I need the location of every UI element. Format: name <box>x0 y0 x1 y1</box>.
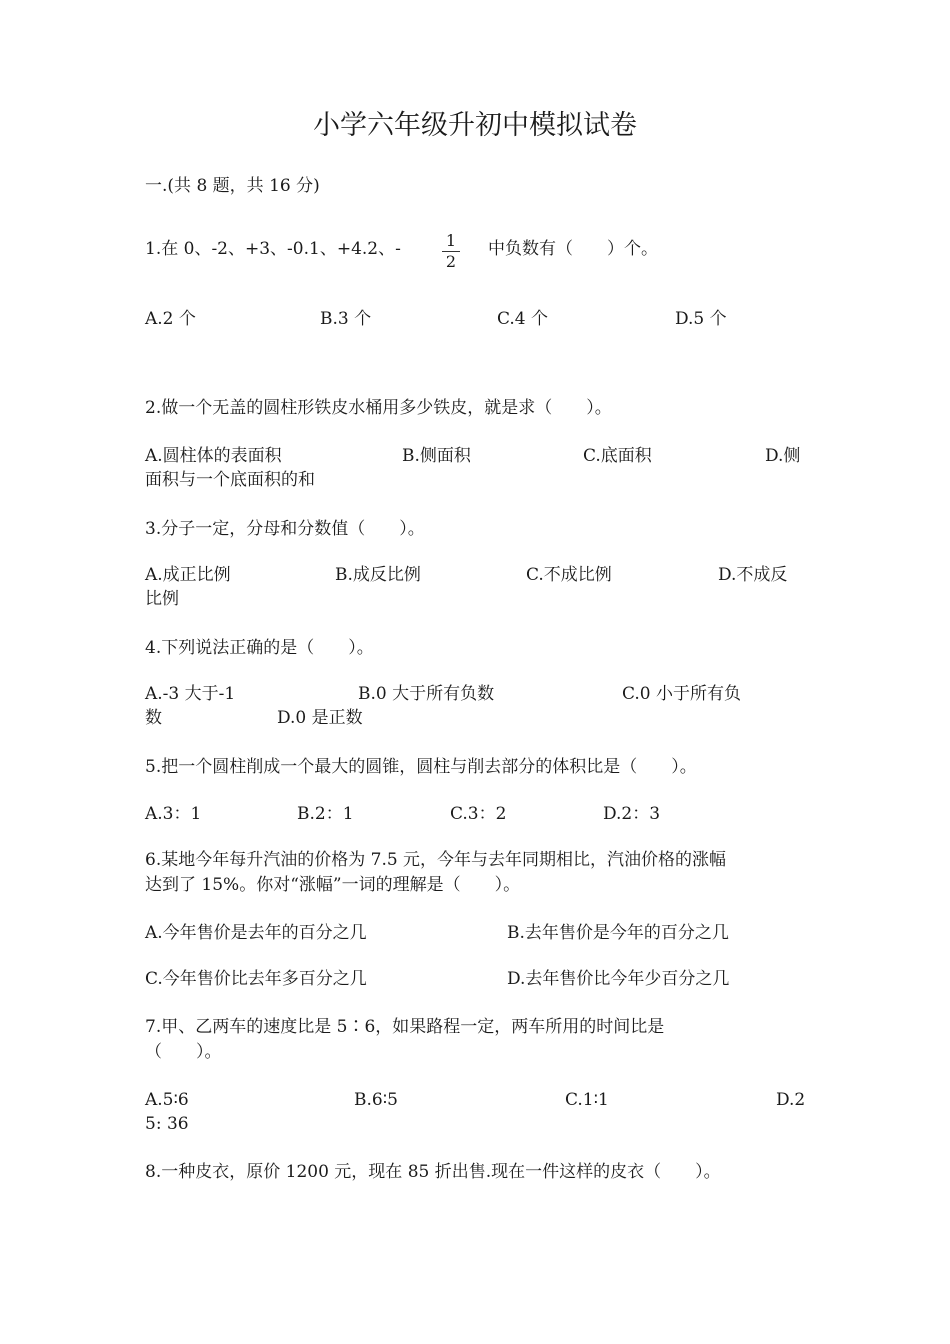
question-2-stem: 2.做一个无盖的圆柱形铁皮水桶用多少铁皮，就是求（ ）。 <box>145 398 612 418</box>
q5-option-c[interactable]: C.3：2 <box>450 804 507 824</box>
q5-option-b[interactable]: B.2：1 <box>297 804 354 824</box>
fraction-one-half <box>440 232 462 271</box>
question-4-stem: 4.下列说法正确的是（ ）。 <box>145 638 374 658</box>
question-1-stem-end: 中负数有（ ）个。 <box>488 239 658 259</box>
q3-option-b[interactable]: B.成反比例 <box>335 565 421 585</box>
q7-option-c[interactable]: C.1∶1 <box>565 1090 609 1110</box>
q4-option-d[interactable]: D.0 是正数 <box>277 708 363 728</box>
q6-option-b[interactable]: B.去年售价是今年的百分之几 <box>507 923 729 943</box>
q2-option-a[interactable]: A.圆柱体的表面积 <box>145 446 282 466</box>
fraction-denominator: 2 <box>445 252 457 271</box>
question-5-stem: 5.把一个圆柱削成一个最大的圆锥，圆柱与削去部分的体积比是（ ）。 <box>145 757 697 777</box>
q3-option-c[interactable]: C.不成比例 <box>526 565 612 585</box>
q3-option-d[interactable]: D.不成反 <box>718 565 788 585</box>
q4-option-c[interactable]: C.0 小于所有负 <box>622 684 742 704</box>
fraction-numerator: 1 <box>445 231 457 250</box>
q4-option-b[interactable]: B.0 大于所有负数 <box>358 684 495 704</box>
q1-option-a[interactable]: A.2 个 <box>145 309 196 329</box>
question-6-stem-line1: 6.某地今年每升汽油的价格为 7.5 元，今年与去年同期相比，汽油价格的涨幅 <box>145 850 727 870</box>
question-7-stem-line2: （ ）。 <box>145 1042 222 1062</box>
q4-option-c-continued: 数 <box>145 708 162 728</box>
q3-option-a[interactable]: A.成正比例 <box>145 565 231 585</box>
q2-option-c[interactable]: C.底面积 <box>583 446 652 466</box>
question-6-stem-line2: 达到了 15%。你对“涨幅”一词的理解是（ ）。 <box>145 875 521 895</box>
question-7-stem-line1: 7.甲、乙两车的速度比是 5∶6，如果路程一定，两车所用的时间比是 <box>145 1017 665 1037</box>
q7-option-d[interactable]: D.2 <box>776 1090 806 1110</box>
q6-option-c[interactable]: C.今年售价比去年多百分之几 <box>145 969 367 989</box>
q7-option-d-continued: 5: 36 <box>145 1114 189 1134</box>
q1-option-b[interactable]: B.3 个 <box>320 309 372 329</box>
q1-option-c[interactable]: C.4 个 <box>497 309 549 329</box>
q6-option-d[interactable]: D.去年售价比今年少百分之几 <box>507 969 730 989</box>
question-1-stem: 1.在 0、-2、+3、-0.1、+4.2、- <box>145 239 401 259</box>
q5-option-d[interactable]: D.2：3 <box>603 804 661 824</box>
q2-option-b[interactable]: B.侧面积 <box>402 446 471 466</box>
question-8-stem: 8.一种皮衣，原价 1200 元，现在 85 折出售.现在一件这样的皮衣（ ）。 <box>145 1162 721 1182</box>
q4-option-a[interactable]: A.-3 大于-1 <box>145 684 236 704</box>
question-3-stem: 3.分子一定，分母和分数值（ ）。 <box>145 519 425 539</box>
q2-option-d[interactable]: D.侧 <box>765 446 801 466</box>
q7-option-a[interactable]: A.5∶6 <box>145 1090 189 1110</box>
page-title: 小学六年级升初中模拟试卷 <box>313 110 637 141</box>
q7-option-b[interactable]: B.6∶5 <box>354 1090 398 1110</box>
section-header: 一.(共 8 题，共 16 分) <box>145 176 320 196</box>
q3-option-d-continued: 比例 <box>145 589 179 609</box>
q1-option-d[interactable]: D.5 个 <box>675 309 727 329</box>
q2-option-d-continued: 面积与一个底面积的和 <box>145 470 315 490</box>
q5-option-a[interactable]: A.3：1 <box>145 804 202 824</box>
q6-option-a[interactable]: A.今年售价是去年的百分之几 <box>145 923 367 943</box>
